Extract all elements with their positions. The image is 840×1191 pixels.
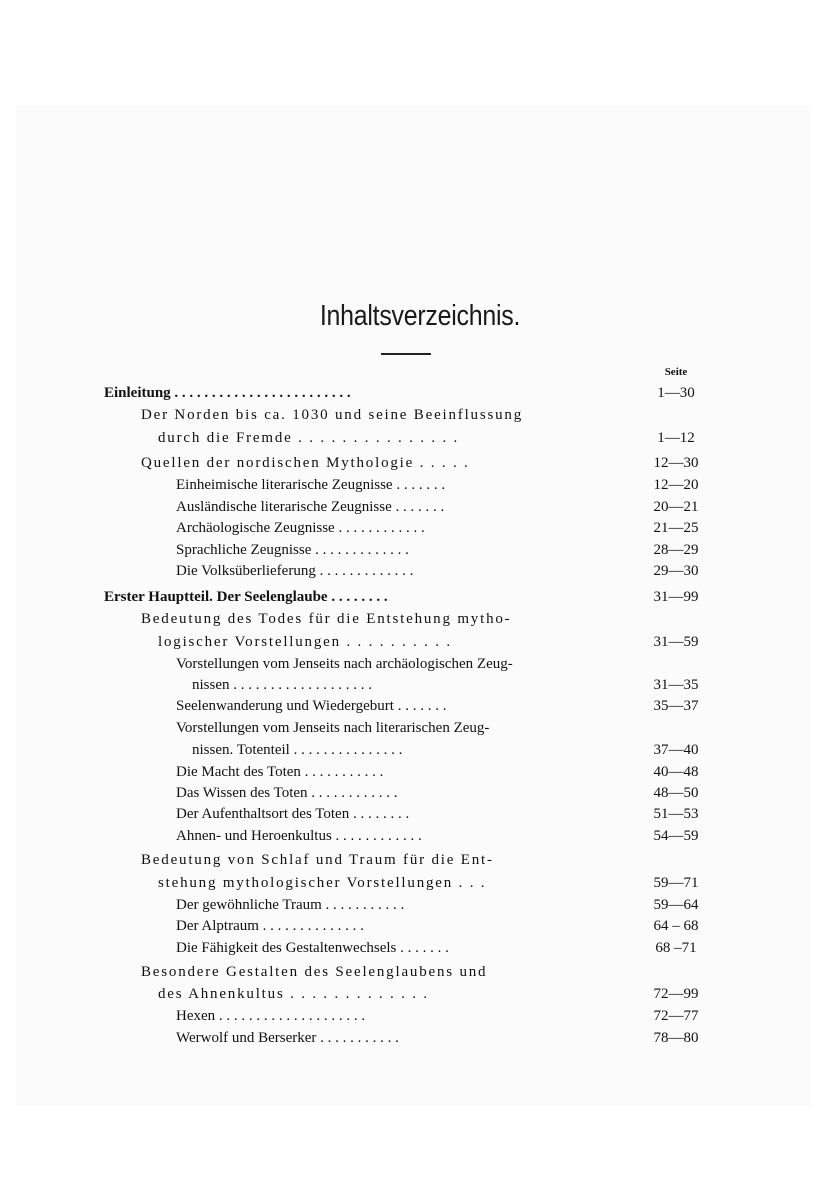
toc-entry-page: 31—35 xyxy=(653,677,699,693)
toc-entry xyxy=(0,674,840,696)
toc-entry xyxy=(0,825,840,847)
toc-entry-title: Vorstellungen vom Jenseits nach archäologischen Zeug- xyxy=(176,656,513,672)
toc-entry-title: logischer Vorstellungen . . . . . . . . . . xyxy=(158,634,452,650)
toc-entry xyxy=(0,586,840,608)
toc-entry-page: 48—50 xyxy=(653,785,699,801)
toc-entry-title: Erster Hauptteil. Der Seelenglaube . . . . . . . . xyxy=(104,589,388,605)
toc-entry-title: Quellen der nordischen Mythologie . . . . . xyxy=(141,455,470,471)
toc-entry-title: Die Fähigkeit des Gestaltenwechsels . . . . . . . xyxy=(176,940,449,956)
toc-entry-title: Einheimische literarische Zeugnisse . . . . . . . xyxy=(176,477,446,493)
toc-entry-page: 40—48 xyxy=(653,764,699,780)
seite-column-header: Seite xyxy=(664,366,688,378)
toc-entry-title: Die Volksüberlieferung . . . . . . . . . . . . . xyxy=(176,563,414,579)
toc-entry-title: Die Macht des Toten . . . . . . . . . . . xyxy=(176,764,384,780)
toc-entry-title: Besondere Gestalten des Seelenglaubens und xyxy=(141,964,488,980)
toc-entry xyxy=(0,608,840,630)
toc-entry-page: 21—25 xyxy=(653,520,699,536)
toc-entry xyxy=(0,452,840,474)
toc-entry-title: Vorstellungen vom Jenseits nach literarischen Zeug- xyxy=(176,720,490,736)
toc-entry xyxy=(0,739,840,761)
toc-entry xyxy=(0,1005,840,1027)
toc-entry-page: 72—99 xyxy=(653,986,699,1002)
toc-entry-title: durch die Fremde . . . . . . . . . . . . . . . xyxy=(158,430,460,446)
toc-entry xyxy=(0,474,840,496)
toc-entry-page: 12—20 xyxy=(653,477,699,493)
toc-entry-page: 68 –71 xyxy=(655,940,697,956)
toc-entry-page: 72—77 xyxy=(653,1008,699,1024)
title-divider xyxy=(381,353,431,355)
toc-entry-page: 37—40 xyxy=(653,742,699,758)
toc-entry-page: 35—37 xyxy=(653,698,699,714)
toc-entry-title: Bedeutung des Todes für die Entstehung mytho- xyxy=(141,611,512,627)
toc-entry-page: 31—59 xyxy=(653,634,699,650)
toc-entry xyxy=(0,915,840,937)
toc-entry-page: 51—53 xyxy=(653,806,699,822)
toc-entry-title: nissen . . . . . . . . . . . . . . . . . . . xyxy=(192,677,372,693)
toc-entry-title: nissen. Totenteil . . . . . . . . . . . . . . . xyxy=(192,742,403,758)
toc-entry-page: 78—80 xyxy=(653,1030,699,1046)
toc-entry-title: Archäologische Zeugnisse . . . . . . . . . . . . xyxy=(176,520,425,536)
toc-entry-page: 64 – 68 xyxy=(653,918,699,934)
toc-entry-title: Ausländische literarische Zeugnisse . . . . . . . xyxy=(176,499,445,515)
toc-entry xyxy=(0,803,840,825)
toc-entry-page: 20—21 xyxy=(653,499,699,515)
toc-entry-title: Einleitung . . . . . . . . . . . . . . . . . . . . . . . . xyxy=(104,385,351,401)
toc-entry-title: Seelenwanderung und Wiedergeburt . . . . . . . xyxy=(176,698,447,714)
toc-entry xyxy=(0,653,840,675)
toc-entry xyxy=(0,631,840,653)
toc-entry xyxy=(0,539,840,561)
toc-entry-page: 12—30 xyxy=(653,455,699,471)
toc-entry xyxy=(0,782,840,804)
page-title: Inhaltsverzeichnis. xyxy=(319,300,521,332)
toc-entry-title: Der Alptraum . . . . . . . . . . . . . . xyxy=(176,918,364,934)
toc-entry-title: Hexen . . . . . . . . . . . . . . . . . . . . xyxy=(176,1008,366,1024)
toc-entry xyxy=(0,496,840,518)
toc-entry-page: 1—30 xyxy=(657,385,695,401)
toc-entry xyxy=(0,961,840,983)
toc-entry xyxy=(0,517,840,539)
toc-entry-page: 59—64 xyxy=(653,897,699,913)
toc-entry xyxy=(0,937,840,959)
toc-entry xyxy=(0,695,840,717)
toc-entry-page: 59—71 xyxy=(653,875,699,891)
toc-entry xyxy=(0,1027,840,1049)
toc-entry xyxy=(0,983,840,1005)
toc-entry-title: Der Aufenthaltsort des Toten . . . . . . . . xyxy=(176,806,410,822)
toc-entry-title: Bedeutung von Schlaf und Traum für die Ent- xyxy=(141,852,494,868)
toc-entry-title: Der Norden bis ca. 1030 und seine Beeinflussung xyxy=(141,407,524,423)
toc-entry xyxy=(0,849,840,871)
toc-entry xyxy=(0,560,840,582)
toc-entry xyxy=(0,427,840,449)
toc-entry xyxy=(0,761,840,783)
toc-entry xyxy=(0,382,840,404)
toc-entry-title: des Ahnenkultus . . . . . . . . . . . . . xyxy=(158,986,429,1002)
toc-entry-title: stehung mythologischer Vorstellungen . . . xyxy=(158,875,487,891)
toc-entry-page: 29—30 xyxy=(653,563,699,579)
toc-entry-page: 54—59 xyxy=(653,828,699,844)
toc-entry xyxy=(0,404,840,426)
toc-entry xyxy=(0,872,840,894)
toc-entry-title: Ahnen- und Heroenkultus . . . . . . . . . . . . xyxy=(176,828,422,844)
toc-entry-page: 1—12 xyxy=(657,430,695,446)
toc-entry-title: Das Wissen des Toten . . . . . . . . . . . . xyxy=(176,785,398,801)
toc-entry-title: Werwolf und Berserker . . . . . . . . . . . xyxy=(176,1030,399,1046)
toc-entry xyxy=(0,894,840,916)
toc-entry-page: 31—99 xyxy=(653,589,699,605)
toc-entry-page: 28—29 xyxy=(653,542,699,558)
toc-entry-title: Der gewöhnliche Traum . . . . . . . . . . . xyxy=(176,897,405,913)
toc-entry xyxy=(0,717,840,739)
toc-entry-title: Sprachliche Zeugnisse . . . . . . . . . . . . . xyxy=(176,542,409,558)
